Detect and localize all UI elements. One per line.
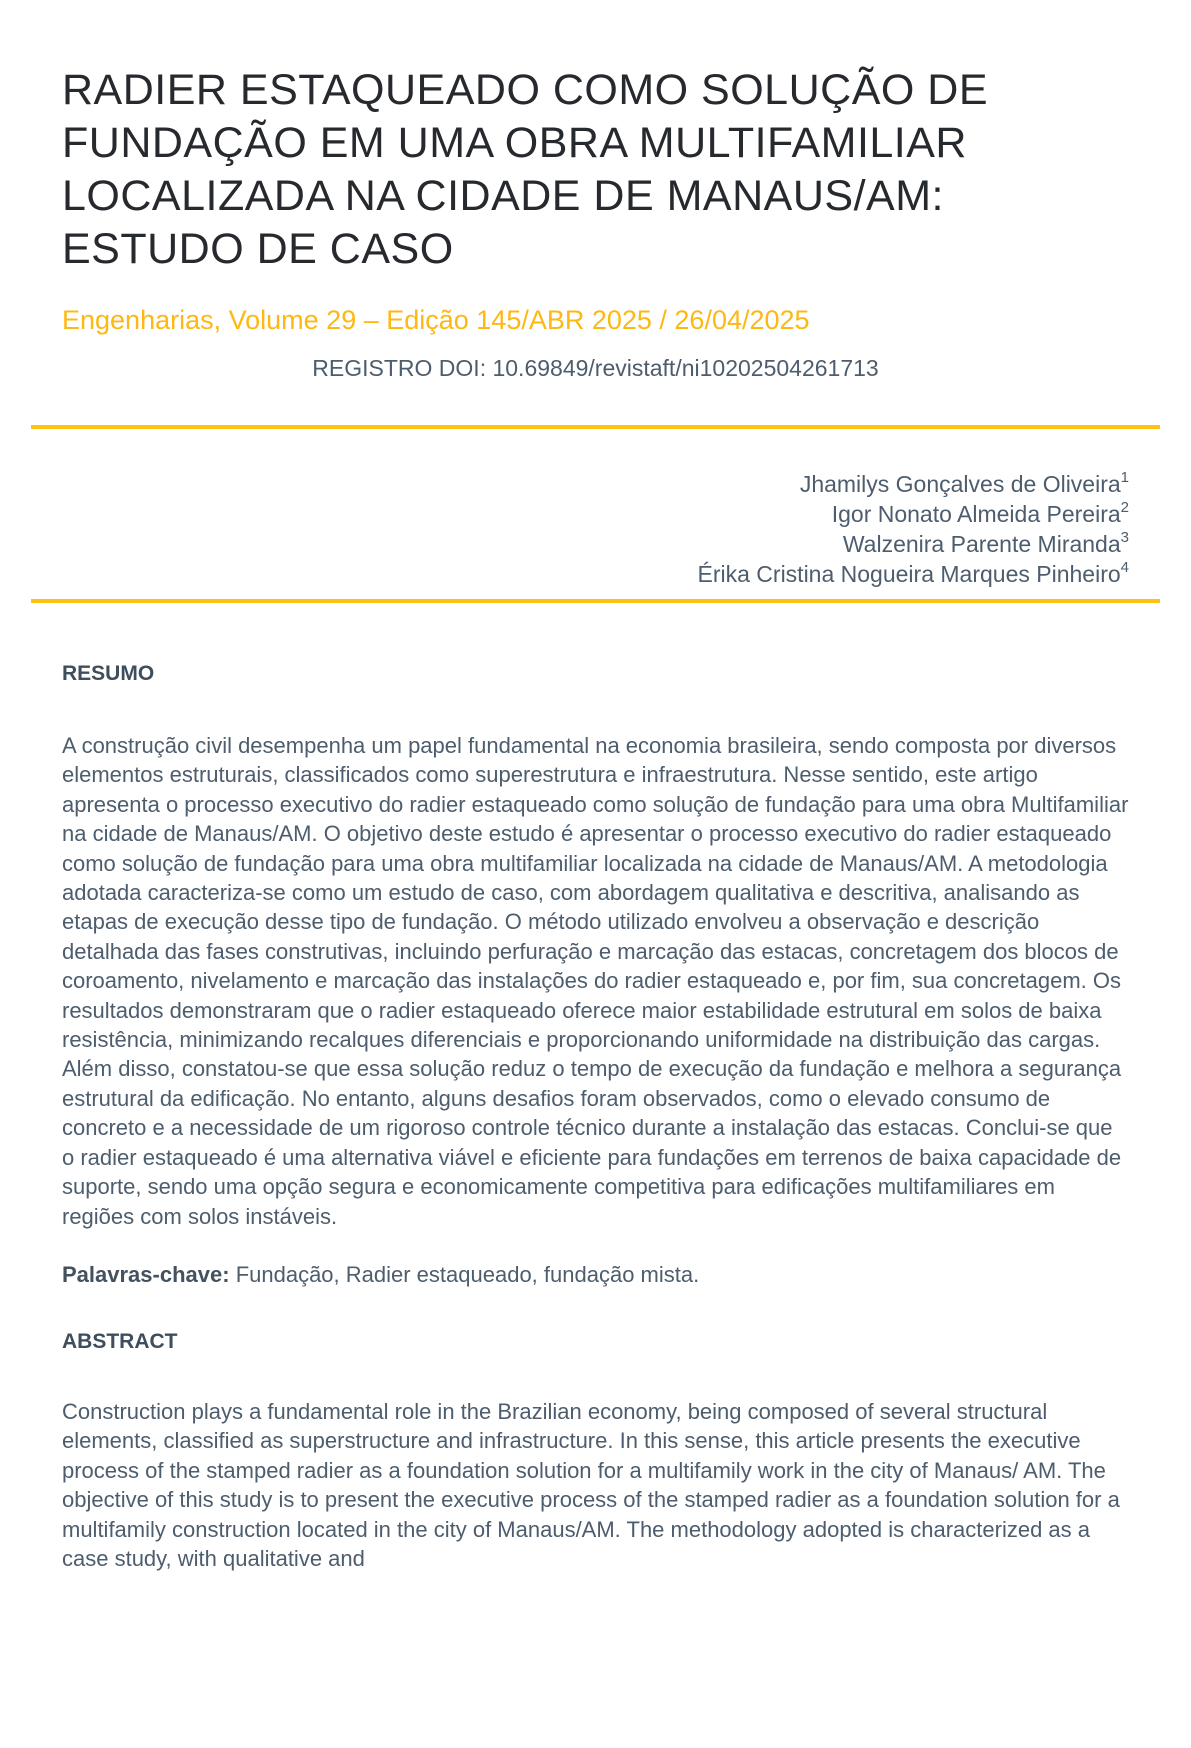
author-superscript: 4 <box>1120 559 1129 577</box>
keywords-label: Palavras-chave: <box>62 1261 230 1287</box>
author-superscript: 3 <box>1120 529 1129 547</box>
page-title: RADIER ESTAQUEADO COMO SOLUÇÃO DE FUNDAÇÃO EM UMA OBRA MULTIFAMILIAR LOCALIZADA NA CIDADE DE MANAUS/AM: ESTUDO DE CASO <box>62 66 989 273</box>
section-heading-abstract: ABSTRACT <box>62 1329 178 1353</box>
divider <box>31 425 1160 429</box>
abstract-paragraph: Construction plays a fundamental role in the Brazilian economy, being composed of several structural elements, classified as superstructure and infrastructure. In this sense, this article presents the executive process of the stamped radier as a foundation solution for a multifamily work in the city of Manaus/ AM. The objective of this study is to present the executive process of the stamped radier as a foundation solution for a multifamily construction located in the city of Manaus/AM. The methodology adopted is characterized as a case study, with qualitative and <box>62 1398 1120 1571</box>
divider <box>31 599 1160 603</box>
author-line <box>62 529 1129 559</box>
author-superscript: 1 <box>1120 469 1129 487</box>
author-line <box>62 499 1129 529</box>
author-line <box>62 469 1129 499</box>
doi-line: REGISTRO DOI: 10.69849/revistaft/ni10202504261713 <box>312 355 879 381</box>
issue-line: Engenharias, Volume 29 – Edição 145/ABR 2025 / 26/04/2025 <box>62 305 810 335</box>
author-name: Walzenira Parente Miranda <box>842 531 1121 557</box>
keywords-text: Fundação, Radier estaqueado, fundação mista. <box>235 1261 700 1287</box>
author-name: Érika Cristina Nogueira Marques Pinheiro <box>697 561 1121 587</box>
author-superscript: 2 <box>1120 499 1129 517</box>
author-name: Igor Nonato Almeida Pereira <box>831 501 1121 527</box>
author-line <box>62 559 1129 589</box>
author-name: Jhamilys Gonçalves de Oliveira <box>799 471 1121 497</box>
authors-block <box>62 469 1129 589</box>
section-heading-resumo: RESUMO <box>62 662 155 685</box>
article-page <box>0 64 1191 1748</box>
resumo-paragraph: A construção civil desempenha um papel fundamental na economia brasileira, sendo composta por diversos elementos estruturais, classificados como superestrutura e infraestrutura. Nesse sentido, este artigo apresenta o processo executivo do radier estaqueado como solução de fundação para uma obra Multifamiliar na cidade de Manaus/AM. O objetivo deste estudo é apresentar o processo executivo do radier estaqueado como solução de fundação para uma obra multifamiliar localizada na cidade de Manaus/AM. A metodologia adotada caracteriza-se como um estudo de caso, com abordagem qualitativa e descritiva, analisando as etapas de execução desse tipo de fundação. O método utilizado envolveu a observação e descrição detalhada das fases construtivas, incluindo perfuração e marcação das estacas, concretagem dos blocos de coroamento, nivelamento e marcação das instalações do radier estaqueado e, por fim, sua concretagem. Os resultados demonstraram que o radier estaqueado oferece maior estabilidade estrutural em solos de baixa resistência, minimizando recalques diferenciais e proporcionando uniformidade na distribuição das cargas. Além disso, constatou-se que essa solução reduz o tempo de execução da fundação e melhora a segurança estrutural da edificação. No entanto, alguns desafios foram observados, como o elevado consumo de concreto e a necessidade de um rigoroso controle técnico durante a instalação das estacas. Conclui-se que o radier estaqueado é uma alternativa viável e eficiente para fundações em terrenos de baixa capacidade de suporte, sendo uma opção segura e economicamente competitiva para edificações multifamiliares em regiões com solos instáveis. <box>62 733 1129 1229</box>
keywords-line <box>62 1261 1129 1289</box>
